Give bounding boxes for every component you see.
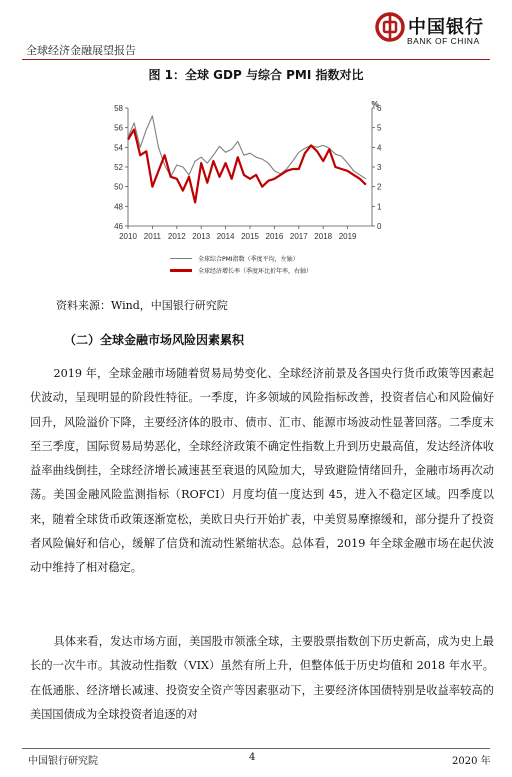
pmi-data-point: [292, 160, 294, 162]
pmi-data-point: [316, 146, 318, 148]
pmi-data-point: [164, 164, 166, 166]
section-heading: （二）全球金融市场风险因素累积: [64, 333, 245, 347]
pmi-data-point: [133, 122, 135, 124]
legend-label-pmi: 全球综合PMI指数（季度平均，左轴）: [198, 255, 299, 263]
right-tick-label: 0: [377, 222, 382, 231]
gdp-data-point: [170, 176, 172, 178]
gdp-data-point: [274, 178, 276, 180]
gdp-data-point: [261, 186, 263, 188]
pmi-data-point: [206, 162, 208, 164]
pmi-data-point: [152, 115, 154, 117]
gdp-data-point: [200, 162, 202, 164]
gdp-data-point: [249, 178, 251, 180]
gdp-data-point: [353, 174, 355, 176]
left-tick-label: 54: [114, 143, 123, 153]
gdp-data-point: [231, 178, 233, 180]
x-tick-label: 2011: [143, 232, 162, 241]
pmi-data-point: [322, 144, 324, 146]
pmi-data-point: [304, 147, 306, 149]
x-tick-label: 2016: [265, 232, 284, 241]
figure-title: 图 1：全球 GDP 与综合 PMI 指数对比: [148, 68, 364, 82]
body-paragraph: 2019 年，全球金融市场随着贸易局势变化、全球经济前景及各国央行货币政策等因素起伏波动，呈现明显的阶段性特征。一季度，许多领域的风险指标改善，投资者信心和风险偏好回升，风险溢价下降，主要经济体的股市、债市、汇市、能源市场波动性显著回落。二季度末至三季度，国际贸易局势恶化，全球经济政策不确定性指数上升到历史最高值，发达经济体收益率曲线倒挂，全球经济增长减速甚至衰退的风险加大，导致避险情绪回升，金融市场再次动荡。美国金融风险监测指标（ROFCI）月度均值一度达到 45，进入不稳定区域。四季度以来，随着全球货币政策逐渐宽松，美欧日央行开始扩表，中美贸易摩擦缓和，部分提升了投资者风险偏好和信心，缓解了信贷和流动性紧缩状态。总体看，2019 年全球金融市场在起伏波动中维持了相对稳定。: [30, 367, 494, 575]
header-divider: [22, 59, 490, 60]
gdp-data-point: [292, 168, 294, 170]
report-title: 全球经济金融展望报告: [26, 44, 136, 57]
gdp-data-point: [328, 148, 330, 150]
gdp-data-point: [316, 150, 318, 152]
footer-org: 中国银行研究院: [28, 756, 98, 767]
pmi-data-point: [182, 166, 184, 168]
left-tick-label: 52: [114, 163, 123, 172]
gdp-data-point: [188, 176, 190, 178]
gdp-data-point: [280, 174, 282, 176]
x-tick-label: 2013: [192, 232, 211, 241]
page-header: [0, 0, 512, 62]
legend-swatch-pmi: [170, 258, 192, 259]
gdp-data-point: [133, 129, 135, 131]
x-tick-label: 2012: [167, 232, 186, 241]
gdp-data-point: [206, 182, 208, 184]
pmi-series-line: [128, 116, 366, 179]
left-tick-label: 48: [114, 202, 123, 212]
figure-source: 资料来源：Wind，中国银行研究院: [56, 299, 228, 312]
body-paragraph: 具体来看，发达市场方面，美国股市领涨全球，主要股票指数创下历史新高，成为史上最长的一次牛市。其波动性指数（VIX）虽然有所上升，但整体低于历史均值和 2018 年水平。在低通胀、经济增长减速、投资安全资产等因素驱动下，主要经济体国债特别是收益率较高的美国国债成为全球投资者追逐的对: [30, 635, 494, 721]
gdp-data-point: [219, 176, 221, 178]
right-tick-label: 2: [377, 182, 382, 192]
gdp-data-point: [310, 144, 312, 146]
gdp-data-point: [322, 160, 324, 162]
right-tick-label: 1: [377, 202, 382, 212]
left-tick-label: 58: [114, 104, 123, 113]
x-tick-label: 2017: [289, 232, 308, 241]
pmi-data-point: [188, 174, 190, 176]
legend-label-gdp: 全球经济增长率（季度环比折年率，右轴）: [198, 267, 313, 275]
pmi-data-point: [225, 151, 227, 153]
gdp-series-line: [128, 130, 366, 203]
left-tick-label: 56: [114, 123, 123, 133]
gdp-data-point: [286, 170, 288, 172]
logo-chinese-name: 中国银行: [408, 17, 484, 38]
gdp-data-point: [176, 178, 178, 180]
right-tick-label: 4: [377, 143, 382, 153]
pmi-data-point: [255, 156, 257, 158]
x-tick-label: 2018: [314, 232, 333, 241]
right-tick-label: 3: [377, 163, 382, 172]
gdp-data-point: [152, 186, 154, 188]
pmi-data-point: [335, 153, 337, 155]
pmi-data-point: [359, 174, 361, 176]
gdp-data-point: [298, 168, 300, 170]
gdp-data-point: [365, 184, 367, 186]
pmi-data-point: [158, 146, 160, 148]
bank-of-china-logo-icon: [375, 12, 405, 42]
bank-logo: [375, 12, 495, 56]
legend-item-gdp: [170, 264, 312, 276]
page-number: 4: [249, 752, 256, 763]
gdp-data-point: [139, 154, 141, 156]
x-tick-label: 2019: [338, 232, 357, 241]
logo-english-name: BANK OF CHINA: [407, 36, 480, 46]
pmi-data-point: [298, 151, 300, 153]
footer-year: 2020 年: [452, 756, 491, 767]
gdp-data-point: [243, 174, 245, 176]
pmi-data-point: [145, 129, 147, 131]
gdp-data-point: [255, 174, 257, 176]
pmi-data-point: [219, 145, 221, 147]
gdp-data-point: [267, 180, 269, 182]
pmi-data-point: [274, 170, 276, 172]
gdp-data-point: [359, 178, 361, 180]
gdp-data-point: [164, 154, 166, 156]
pmi-data-point: [365, 178, 367, 180]
gdp-data-point: [145, 150, 147, 152]
gdp-data-point: [182, 190, 184, 192]
gdp-data-point: [158, 170, 160, 172]
pmi-data-point: [194, 160, 196, 162]
footer-divider: [22, 748, 490, 749]
right-tick-label: 5: [377, 123, 382, 133]
left-tick-label: 50: [114, 182, 123, 192]
gdp-data-point: [194, 202, 196, 204]
gdp-data-point: [341, 168, 343, 170]
chart-legend: [170, 252, 312, 276]
pmi-data-point: [231, 148, 233, 150]
pmi-data-point: [341, 155, 343, 157]
pmi-data-point: [267, 162, 269, 164]
gdp-data-point: [335, 166, 337, 168]
pmi-data-point: [237, 141, 239, 143]
pmi-data-point: [200, 156, 202, 158]
gdp-data-point: [304, 152, 306, 154]
right-tick-label: 6: [377, 104, 382, 113]
x-tick-label: 2014: [216, 232, 235, 241]
pmi-data-point: [243, 154, 245, 156]
pmi-data-point: [213, 154, 215, 156]
pmi-data-point: [353, 170, 355, 172]
legend-swatch-gdp: [170, 269, 192, 272]
gdp-data-point: [213, 160, 215, 162]
gdp-data-point: [237, 156, 239, 158]
x-tick-label: 2015: [241, 232, 259, 241]
pmi-data-point: [249, 152, 251, 154]
pmi-data-point: [261, 158, 263, 160]
gdp-data-point: [127, 139, 129, 141]
pmi-data-point: [347, 162, 349, 164]
gdp-data-point: [347, 170, 349, 172]
left-tick-label: 46: [114, 222, 123, 231]
x-tick-label: 2010: [119, 232, 137, 241]
gdp-data-point: [225, 162, 227, 164]
pmi-data-point: [176, 164, 178, 166]
right-axis-unit: %: [371, 100, 379, 109]
legend-item-pmi: [170, 252, 312, 264]
